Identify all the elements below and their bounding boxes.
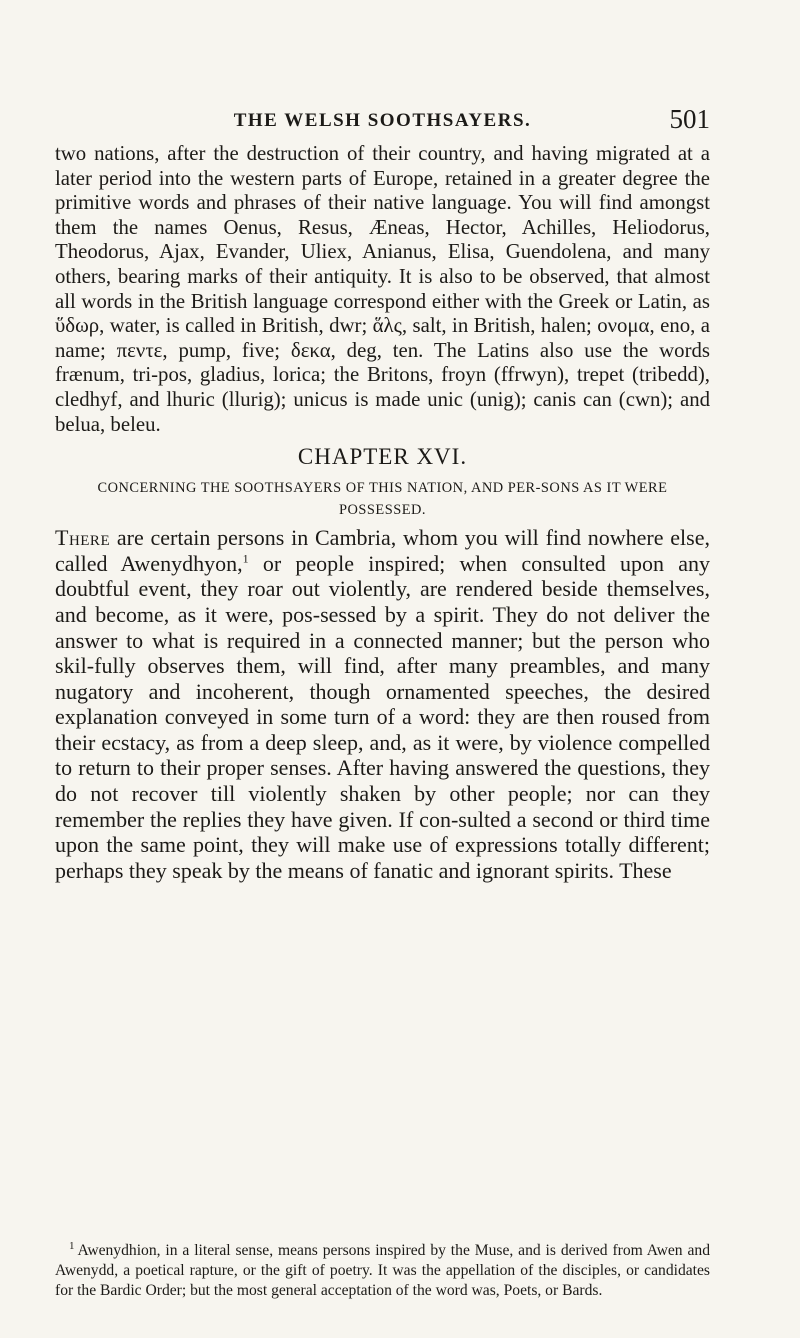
running-title: THE WELSH SOOTHSAYERS. [233,110,532,131]
continued-paragraph: two nations, after the destruction of their country, and having migrated at a later period into the western parts of Europe, retained in a greater degree the primitive words and phrases of their native language. You will find amongst them the names Oenus, Resus, Æneas, Hector, Achilles, Heliodorus, Theodorus, Ajax, Evander, Uliex, Anianus, Elisa, Guendolena, and many others, bearing marks of their antiquity. It is also to be observed, that almost all words in the British language correspond either with the Greek or Latin, as ὕδωρ, water, is called in British, dwr; ἅλς, salt, in British, halen; ονομα, eno, a name; πεντε, pump, five; δεκα, deg, ten. The Latins also use the words frænum, tri-pos, gladius, lorica; the Britons, froyn (ffrwyn), trepet (tribedd), cledhyf, and lhuric (llurig); unicus is made unic (unig); canis can (cwn); and belua, beleu. [55,142,710,436]
running-head [55,104,710,140]
footnote [55,1241,710,1300]
footnote-text: Awenydhion, in a literal sense, means persons inspired by the Muse, and is derived from Awen and Awenydd, a poetical rapture, or the gift of poetry. It was the appellation of the disciples, or candidates for the Bardic Order; but the most general acceptation of the word was, Poets, or Bards. [55,1242,710,1299]
body-text [55,142,710,883]
chapter-subtitle: CONCERNING THE SOOTHSAYERS OF THIS NATION, AND PER-SONS AS IT WERE POSSESSED. [97,480,668,519]
main-paragraph [55,525,710,883]
main-paragraph-part1: are certain persons in Cambria, whom you will find nowhere else, called Awenydhyon, [55,525,710,576]
chapter-title: CHAPTER XVI. [297,444,468,470]
page-number: 501 [669,104,710,134]
footnote-number: 1 [69,1239,75,1252]
main-paragraph-part2: or people inspired; when consulted upon any doubtful event, they roar out violently, are rendered beside themselves, and become, as it were, pos-sessed by a spirit. They do not deliver the answer to what is required in a connected manner; but the person who skil-fully observes them, will find, after many preambles, and many nugatory and incoherent, though ornamented speeches, the desired explanation conveyed in some turn of a word: they are then roused from their ecstacy, as from a deep sleep, and, as it were, by violence compelled to return to their proper senses. After having answered the questions, they do not recover till violently shaken by other people; nor can they remember the replies they have given. If con-sulted a second or third time upon the same point, they will make use of expressions totally different; perhaps they speak by the means of fanatic and ignorant spirits. These [55,550,710,883]
paragraph-first-word: There [55,525,111,551]
footnote-reference: 1 [242,551,249,566]
